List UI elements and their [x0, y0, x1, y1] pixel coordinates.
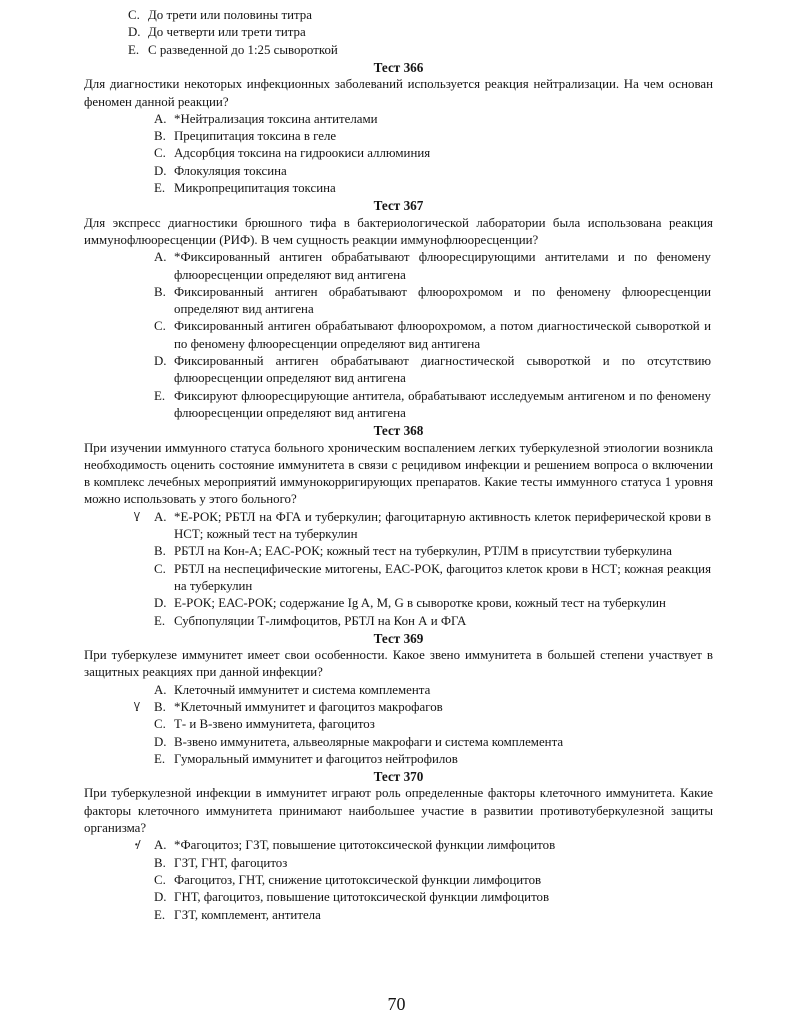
option-text: ГНТ, фагоцитоз, повышение цитотоксической функции лимфоцитов [174, 890, 550, 905]
option-text: Адсорбция токсина на гидроокиси аллюминия [174, 146, 431, 161]
option-text: Преципитация токсина в геле [174, 129, 337, 144]
option-letter: B. [154, 855, 166, 870]
answer-options [84, 837, 713, 923]
test-block [84, 59, 713, 197]
answer-option [84, 872, 713, 889]
option-letter: E. [154, 751, 166, 766]
answer-option [128, 24, 728, 41]
answer-option [84, 543, 713, 560]
answer-option [84, 509, 713, 544]
option-letter: D. [154, 163, 167, 178]
option-letter: E. [154, 613, 166, 628]
option-text: Фиксированный антиген обрабатывают флюорохромом, а потом диагностической сывороткой и по феномену флюоресценции определяют вид антигена [174, 319, 711, 351]
option-text: С разведенной до 1:25 сывороткой [148, 42, 338, 57]
option-text: Фагоцитоз, ГНТ, снижение цитотоксической функции лимфоцитов [174, 872, 542, 887]
option-letter: C. [128, 8, 140, 22]
option-letter: B. [154, 544, 166, 559]
answer-option [84, 613, 713, 630]
answer-option [84, 889, 713, 906]
answer-option [84, 163, 713, 180]
test-block [84, 630, 713, 768]
option-text: Гуморальный иммунитет и фагоцитоз нейтрофилов [174, 751, 458, 766]
answer-option [84, 180, 713, 197]
option-letter: C. [154, 146, 166, 161]
option-text: Субпопуляции Т-лимфоцитов, РБТЛ на Кон А и ФГА [174, 613, 467, 628]
option-text: До трети или половины титра [148, 8, 312, 22]
option-text: Клеточный иммунитет и система комплемента [174, 682, 431, 697]
option-letter: C. [154, 561, 166, 576]
option-letter: B. [154, 699, 166, 714]
answer-options [84, 682, 713, 768]
option-text: Т- и В-звено иммунитета, фагоцитоз [174, 717, 375, 732]
carryover-options [128, 7, 728, 59]
option-letter: D. [128, 25, 141, 40]
option-letter: A. [154, 250, 167, 265]
option-text: Фиксированный антиген обрабатывают флюорохромом и по феномену флюоресценции определяют вид антигена [174, 284, 711, 317]
answer-options [84, 249, 713, 422]
option-letter: E. [154, 907, 166, 922]
answer-option [84, 353, 713, 388]
option-text: ГЗТ, комплемент, антитела [174, 907, 321, 922]
option-letter: D. [154, 734, 167, 749]
test-question: При изучении иммунного статуса больного хроническим воспалением легких туберкулезной этиологии возникла необходимость оценить состояние иммунитета в связи с рецидивом инфекции и решением вопроса о включении в комплекс лечебных мероприятий иммунокорригирующих препаратов. Какие тесты иммунного статуса 1 уровня можно использовать у этого больного? [84, 440, 713, 507]
option-letter: A. [154, 509, 167, 524]
answer-option [84, 716, 713, 733]
answer-option [84, 249, 713, 284]
answer-options [84, 509, 713, 630]
option-letter: C. [154, 717, 166, 732]
answer-option [84, 561, 713, 596]
test-title: Тест 367 [373, 198, 424, 214]
answer-options [84, 111, 713, 197]
option-text: *Фагоцитоз; ГЗТ, повышение цитотоксической функции лимфоцитов [174, 838, 556, 853]
option-letter: D. [154, 354, 167, 369]
test-title: Тест 366 [373, 60, 424, 75]
handwritten-check-mark: \/ [134, 509, 138, 525]
answer-option [84, 595, 713, 612]
option-text: В-звено иммунитета, альвеолярные макрофаги и система комплемента [174, 734, 564, 749]
option-letter: D. [154, 596, 167, 611]
test-question: При туберкулезе иммунитет имеет свои особенности. Какое звено иммунитета в большей степени участвует в защитных реакциях при данной инфекции? [84, 648, 713, 680]
option-letter: A. [154, 682, 167, 697]
answer-option [84, 751, 713, 768]
test-question: При туберкулезной инфекции в иммунитет играют роль определенные факторы клеточного иммунитета. Какие факторы клеточного иммунитета принимают наибольшее участие в развитии противотуберкулезной защиты организма? [84, 786, 713, 836]
answer-option [128, 7, 728, 24]
option-letter: A. [154, 838, 167, 853]
option-text: Фиксируют флюоресцирующие антитела, обрабатывают исследуемым антигеном и по феномену флюоресценции определяют вид антигена [174, 388, 711, 420]
test-list [84, 59, 713, 924]
option-text: РБТЛ на неспецифические митогены, ЕАС-РОК, фагоцитоз клеток крови в НСТ; кожная реакция на туберкулин [174, 561, 711, 593]
answer-option [84, 907, 713, 924]
option-letter: D. [154, 890, 167, 905]
option-text: ГЗТ, ГНТ, фагоцитоз [174, 855, 288, 870]
answer-option [84, 734, 713, 751]
answer-option [128, 42, 728, 59]
option-letter: C. [154, 319, 166, 334]
answer-option [84, 837, 713, 854]
option-letter: E. [154, 181, 166, 196]
handwritten-check-mark: ·/ [134, 838, 139, 854]
answer-option [84, 284, 713, 319]
test-block [84, 422, 713, 630]
test-block [84, 197, 713, 422]
answer-option [84, 855, 713, 872]
option-letter: B. [154, 284, 166, 299]
option-letter: B. [154, 129, 166, 144]
option-letter: E. [128, 42, 140, 57]
answer-option [84, 128, 713, 145]
option-text: До четверти или трети титра [148, 25, 306, 40]
test-question: Для диагностики некоторых инфекционных заболеваний используется реакция нейтрализации. На чем основан феномен данной реакции? [84, 77, 713, 109]
option-text: Е-РОК; ЕАС-РОК; содержание Ig A, M, G в сыворотке крови, кожный тест на туберкулин [174, 596, 666, 611]
option-text: Микропреципитация токсина [174, 181, 336, 196]
option-text: РБТЛ на Кон-А; ЕАС-РОК; кожный тест на туберкулин, РТЛМ в присутствии туберкулина [174, 544, 672, 559]
page-number: 70 [387, 994, 406, 1014]
option-text: *Нейтрализация токсина антителами [174, 111, 378, 126]
answer-option [84, 699, 713, 716]
test-block [84, 768, 713, 924]
option-text: Флокуляция токсина [174, 163, 287, 178]
handwritten-check-mark: \/ [134, 699, 138, 715]
answer-option [84, 111, 713, 128]
option-letter: C. [154, 872, 166, 887]
option-text: Фиксированный антиген обрабатывают диагностической сывороткой и по отсутствию флюоресценции определяют вид антигена [174, 354, 711, 386]
option-letter: E. [154, 388, 166, 403]
option-letter: A. [154, 111, 167, 126]
option-text: *Фиксированный антиген обрабатывают флюоресцирующими антителами и по феномену флюоресценции определяют вид антигена [174, 250, 711, 282]
test-title: Тест 368 [373, 423, 424, 439]
test-title: Тест 370 [373, 769, 424, 785]
answer-option [84, 388, 713, 423]
answer-option [84, 145, 713, 162]
answer-option [84, 318, 713, 353]
option-text: *Е-РОК; РБТЛ на ФГА и туберкулин; фагоцитарную активность клеток периферической крови в НСТ; кожный тест на туберкулин [174, 509, 711, 542]
test-question: Для экспресс диагностики брюшного тифа в бактериологической лаборатории была использована реакция иммунофлюоресценции (РИФ). В чем сущность реакции иммунофлюоресценции? [84, 215, 713, 247]
option-text: *Клеточный иммунитет и фагоцитоз макрофагов [174, 699, 443, 714]
test-title: Тест 369 [373, 630, 424, 646]
answer-option [84, 682, 713, 699]
